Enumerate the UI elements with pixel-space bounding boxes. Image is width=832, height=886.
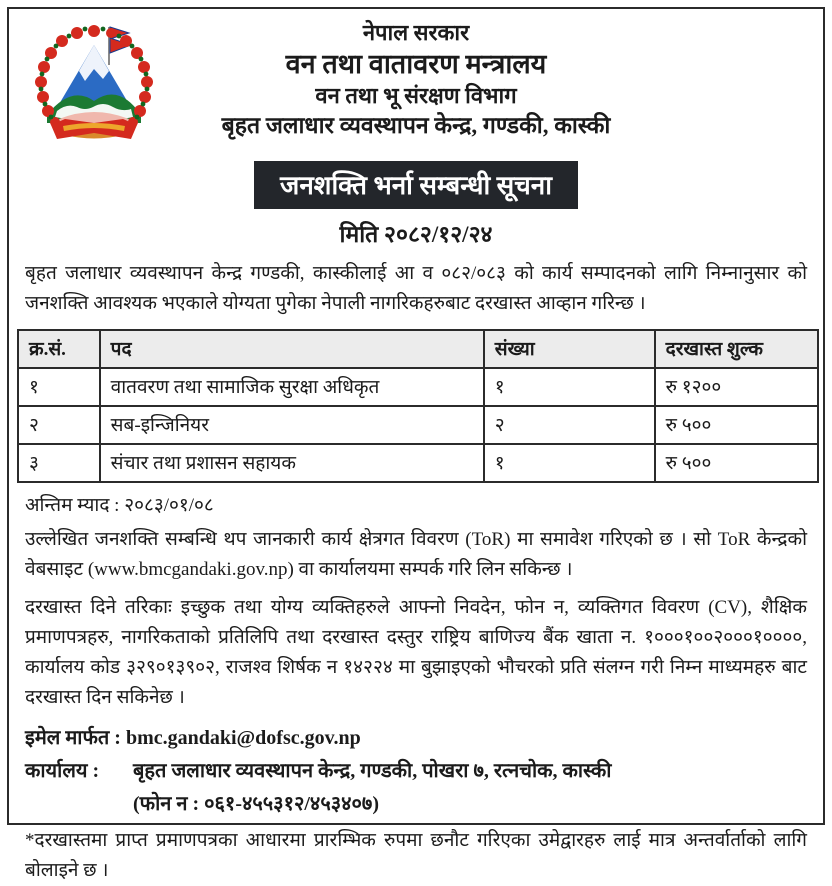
tor-paragraph: उल्लेखित जनशक्ति सम्बन्धि थप जानकारी कार्य क्षेत्रगत विवरण (ToR) मा समावेश गरिएको छ । सो ToR केन्द्रको वेबसाइट (www.bmcgandaki.gov.np) वा कार्यालयमा सम्पर्क गरि लिन सकिन्छ ।: [25, 529, 807, 581]
cell-fee: रु १२००: [655, 368, 818, 406]
document-frame: [7, 7, 825, 882]
office-name: बृहत जलाधार व्यवस्थापन केन्द्र, गण्डकी, कास्की: [221, 113, 611, 139]
cell-post: वातवरण तथा सामाजिक सुरक्षा अधिकृत: [100, 368, 484, 406]
deadline-line: अन्तिम म्याद : २०८३/०१/०८: [25, 495, 214, 517]
notice-title-banner: जनशक्ति भर्ना सम्बन्धी सूचना: [254, 161, 578, 209]
phone-line: (फोन न : ०६१-४५५३१२/४५३४०७): [133, 793, 379, 816]
header-serial: क्र.सं.: [18, 330, 100, 368]
nepal-government-emblem-icon: [33, 19, 155, 147]
footnote-paragraph: *दरखास्तमा प्राप्त प्रमाणपत्रका आधारमा प्रारम्भिक रुपमा छनौट गरिएका उमेद्वारहरु लाई मात्र अन्तर्वार्ताको लागि बोलाइने छ ।: [25, 830, 807, 882]
letterhead: [17, 19, 815, 151]
office-address: बृहत जलाधार व्यवस्थापन केन्द्र, गण्डकी, पोखरा ७, रत्नचोक, कास्की: [133, 760, 612, 783]
cell-fee: रु ५००: [655, 444, 818, 482]
vacancy-table: [17, 329, 819, 483]
cell-count: २: [484, 406, 655, 444]
department-name: वन तथा भू संरक्षण विभाग: [315, 82, 517, 108]
cell-serial: २: [18, 406, 100, 444]
office-label: कार्यालय :: [25, 760, 100, 783]
email-line: [25, 723, 807, 750]
cell-count: १: [484, 444, 655, 482]
table-row: [18, 444, 818, 482]
ministry-name: वन तथा वातावरण मन्त्रालय: [285, 48, 547, 79]
cell-post: सब-इन्जिनियर: [100, 406, 484, 444]
intro-paragraph: बृहत जलाधार व्यवस्थापन केन्द्र गण्डकी, कास्कीलाई आ व ०८२/०८३ को कार्य सम्पादनको लागि निम्नानुसार को जनशक्ति आवश्यक भएकाले योग्यता पुगेका नेपाली नागरिकहरुबाट दरखास्त आव्हान गरिन्छ ।: [25, 263, 807, 315]
email-address: bmc.gandaki@dofsc.gov.np: [125, 727, 361, 750]
table-row: [18, 368, 818, 406]
notice-date: मिति २०८२/१२/२४: [339, 222, 493, 247]
government-name: नेपाल सरकार: [362, 20, 470, 45]
header-post: पद: [100, 330, 484, 368]
cell-serial: १: [18, 368, 100, 406]
table-row: [18, 406, 818, 444]
cell-fee: रु ५००: [655, 406, 818, 444]
application-procedure-paragraph: दरखास्त दिने तरिकाः इच्छुक तथा योग्य व्यक्तिहरुले आफ्नो निवदेन, फोन न, व्यक्तिगत विवरण (CV), शैक्षिक प्रमाणपत्रहरु, नागरिकताको प्रतिलिपि तथा दरखास्त दस्तुर राष्ट्रिय बाणिज्य बैंक खाता न. १०००१००२०००१००००, कार्यालय कोड ३२९०१३९०२, राजश्व शिर्षक न १४२२४ मा बुझाइएको भौचरको प्रति संलग्न गरी निम्न माध्यमहरु बाट दरखास्त दिन सकिनेछ ।: [25, 597, 807, 709]
table-header-row: [18, 330, 818, 368]
cell-serial: ३: [18, 444, 100, 482]
cell-post: संचार तथा प्रशासन सहायक: [100, 444, 484, 482]
cell-count: १: [484, 368, 655, 406]
office-address-line: [25, 756, 807, 783]
header-fee: दरखास्त शुल्क: [655, 330, 818, 368]
header-count: संख्या: [484, 330, 655, 368]
email-label: इमेल मार्फत :: [25, 727, 121, 750]
